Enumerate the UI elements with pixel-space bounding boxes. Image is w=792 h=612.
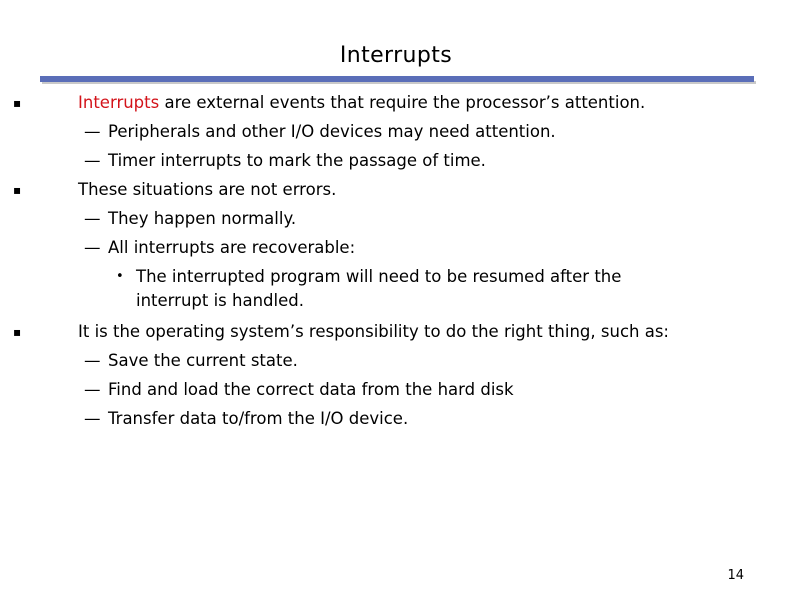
bullet-text: They happen normally.	[108, 209, 297, 228]
page-number: 14	[727, 568, 744, 583]
sub-bullet-item	[84, 207, 297, 231]
square-bullet-icon: ▪	[13, 183, 22, 197]
dash-bullet-icon: —	[84, 380, 101, 399]
sub-bullet-item	[84, 236, 356, 260]
highlight-term: Interrupts	[78, 93, 160, 112]
title-rule	[40, 76, 754, 85]
bullet-text: All interrupts are recoverable:	[108, 238, 356, 257]
dash-bullet-icon: —	[84, 238, 101, 257]
sub-bullet-item	[84, 149, 486, 173]
sub-sub-bullet-item	[116, 265, 622, 289]
dash-bullet-icon: —	[84, 409, 101, 428]
sub-bullet-item	[84, 349, 298, 373]
square-bullet-icon: ▪	[13, 96, 22, 110]
bullet-item	[13, 320, 669, 344]
sub-sub-bullet-continuation	[136, 289, 304, 313]
bullet-text: interrupt is handled.	[136, 291, 304, 310]
sub-bullet-item	[84, 378, 514, 402]
slide-title: Interrupts	[339, 43, 453, 68]
sub-bullet-item	[84, 407, 409, 431]
title-rule-bar	[40, 76, 754, 82]
square-bullet-icon: ▪	[13, 325, 22, 339]
bullet-item	[13, 178, 337, 202]
dash-bullet-icon: —	[84, 122, 101, 141]
dash-bullet-icon: —	[84, 151, 101, 170]
bullet-item	[13, 91, 646, 115]
bullet-text: These situations are not errors.	[78, 180, 337, 199]
bullet-text: It is the operating system’s responsibility to do the right thing, such as:	[78, 322, 669, 341]
sub-bullet-item	[84, 120, 556, 144]
bullet-text: are external events that require the processor’s attention.	[159, 93, 646, 112]
bullet-text: Timer interrupts to mark the passage of time.	[108, 151, 486, 170]
dot-bullet-icon: •	[116, 269, 124, 284]
bullet-text: Find and load the correct data from the hard disk	[108, 380, 514, 399]
bullet-text: The interrupted program will need to be resumed after the	[136, 267, 622, 286]
bullet-text: Transfer data to/from the I/O device.	[108, 409, 409, 428]
bullet-text: Save the current state.	[108, 351, 298, 370]
dash-bullet-icon: —	[84, 209, 101, 228]
bullet-text: Peripherals and other I/O devices may need attention.	[108, 122, 556, 141]
dash-bullet-icon: —	[84, 351, 101, 370]
